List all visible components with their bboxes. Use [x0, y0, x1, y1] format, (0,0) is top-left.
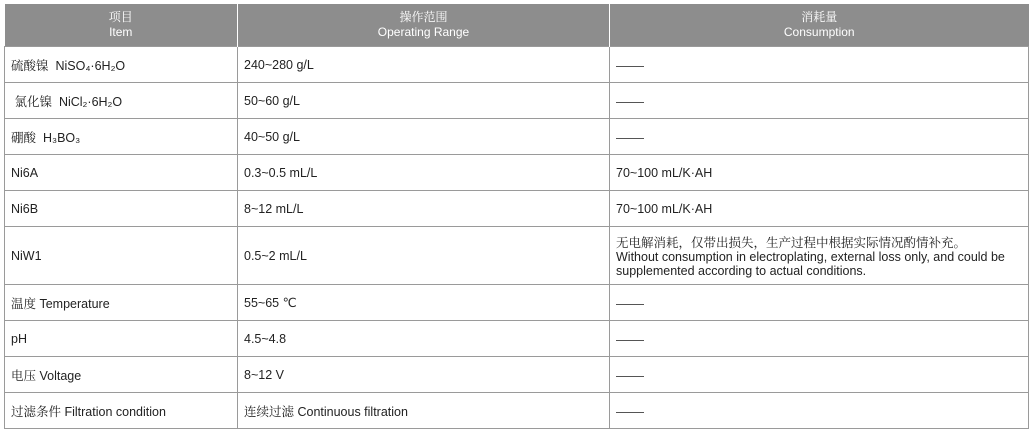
header-consumption-en: Consumption [783, 25, 855, 39]
range-cell: 0.5~2 mL/L [238, 227, 610, 285]
consumption-cell [610, 83, 1029, 119]
dash-mark [616, 138, 644, 139]
range-cell: 连续过滤 Continuous filtration [238, 393, 610, 429]
range-cell: 4.5~4.8 [238, 321, 610, 357]
header-item-cn: 项目 [108, 10, 133, 24]
dash-mark [616, 66, 644, 67]
consumption-cell: 70~100 mL/K·AH [610, 191, 1029, 227]
consumption-cell [610, 285, 1029, 321]
item-cell: NiW1 [5, 227, 238, 285]
consumption-cell [610, 119, 1029, 155]
range-cell: 8~12 V [238, 357, 610, 393]
header-item-en: Item [109, 25, 133, 39]
range-cell: 50~60 g/L [238, 83, 610, 119]
table-row [5, 321, 1029, 357]
dash-mark [616, 412, 644, 413]
consumption-note-en-line1: Without consumption in electroplating, external loss only, and could be [616, 249, 1005, 264]
consumption-note-en-line2: supplemented according to actual conditions. [616, 263, 867, 278]
consumption-cell [610, 227, 1029, 285]
table-row [5, 47, 1029, 83]
range-cell: 0.3~0.5 mL/L [238, 155, 610, 191]
dash-mark [616, 376, 644, 377]
item-cell: pH [5, 321, 238, 357]
header-range-en: Operating Range [377, 25, 470, 39]
item-cell [5, 83, 238, 119]
table-row [5, 191, 1029, 227]
item-cell [5, 119, 238, 155]
table-row [5, 357, 1029, 393]
operating-spec-table [4, 4, 1029, 429]
table-row [5, 227, 1029, 285]
table-row [5, 155, 1029, 191]
item-cell [5, 47, 238, 83]
consumption-note-cn: 无电解消耗，仅带出损失，生产过程中根据实际情况酌情补充。 [616, 235, 967, 250]
table-row [5, 83, 1029, 119]
item-cell: 电压 Voltage [5, 357, 238, 393]
consumption-cell [610, 357, 1029, 393]
table-header-row [5, 4, 1029, 47]
item-cell: 过滤条件 Filtration condition [5, 393, 238, 429]
table-row [5, 393, 1029, 429]
range-cell: 8~12 mL/L [238, 191, 610, 227]
consumption-cell [610, 47, 1029, 83]
header-consumption-cn: 消耗量 [801, 10, 838, 24]
item-formula: H₃BO₃ [42, 130, 81, 145]
dash-mark [616, 304, 644, 305]
dash-mark [616, 340, 644, 341]
item-cn: 硫酸镍 [11, 58, 49, 73]
table-row [5, 285, 1029, 321]
header-range [238, 4, 610, 47]
item-cell: Ni6B [5, 191, 238, 227]
consumption-cell: 70~100 mL/K·AH [610, 155, 1029, 191]
item-cn: 氯化镍 [14, 94, 52, 109]
item-formula: NiCl₂·6H₂O [58, 94, 123, 109]
item-formula: NiSO₄·6H₂O [55, 58, 126, 73]
consumption-cell [610, 321, 1029, 357]
header-range-cn: 操作范围 [399, 10, 448, 24]
header-item [5, 4, 238, 47]
range-cell: 240~280 g/L [238, 47, 610, 83]
table-row [5, 119, 1029, 155]
dash-mark [616, 102, 644, 103]
range-cell: 40~50 g/L [238, 119, 610, 155]
range-cell: 55~65 ℃ [238, 285, 610, 321]
item-cn: 硼酸 [11, 130, 37, 145]
header-consumption [610, 4, 1029, 47]
item-cell: Ni6A [5, 155, 238, 191]
consumption-cell [610, 393, 1029, 429]
item-cell: 温度 Temperature [5, 285, 238, 321]
